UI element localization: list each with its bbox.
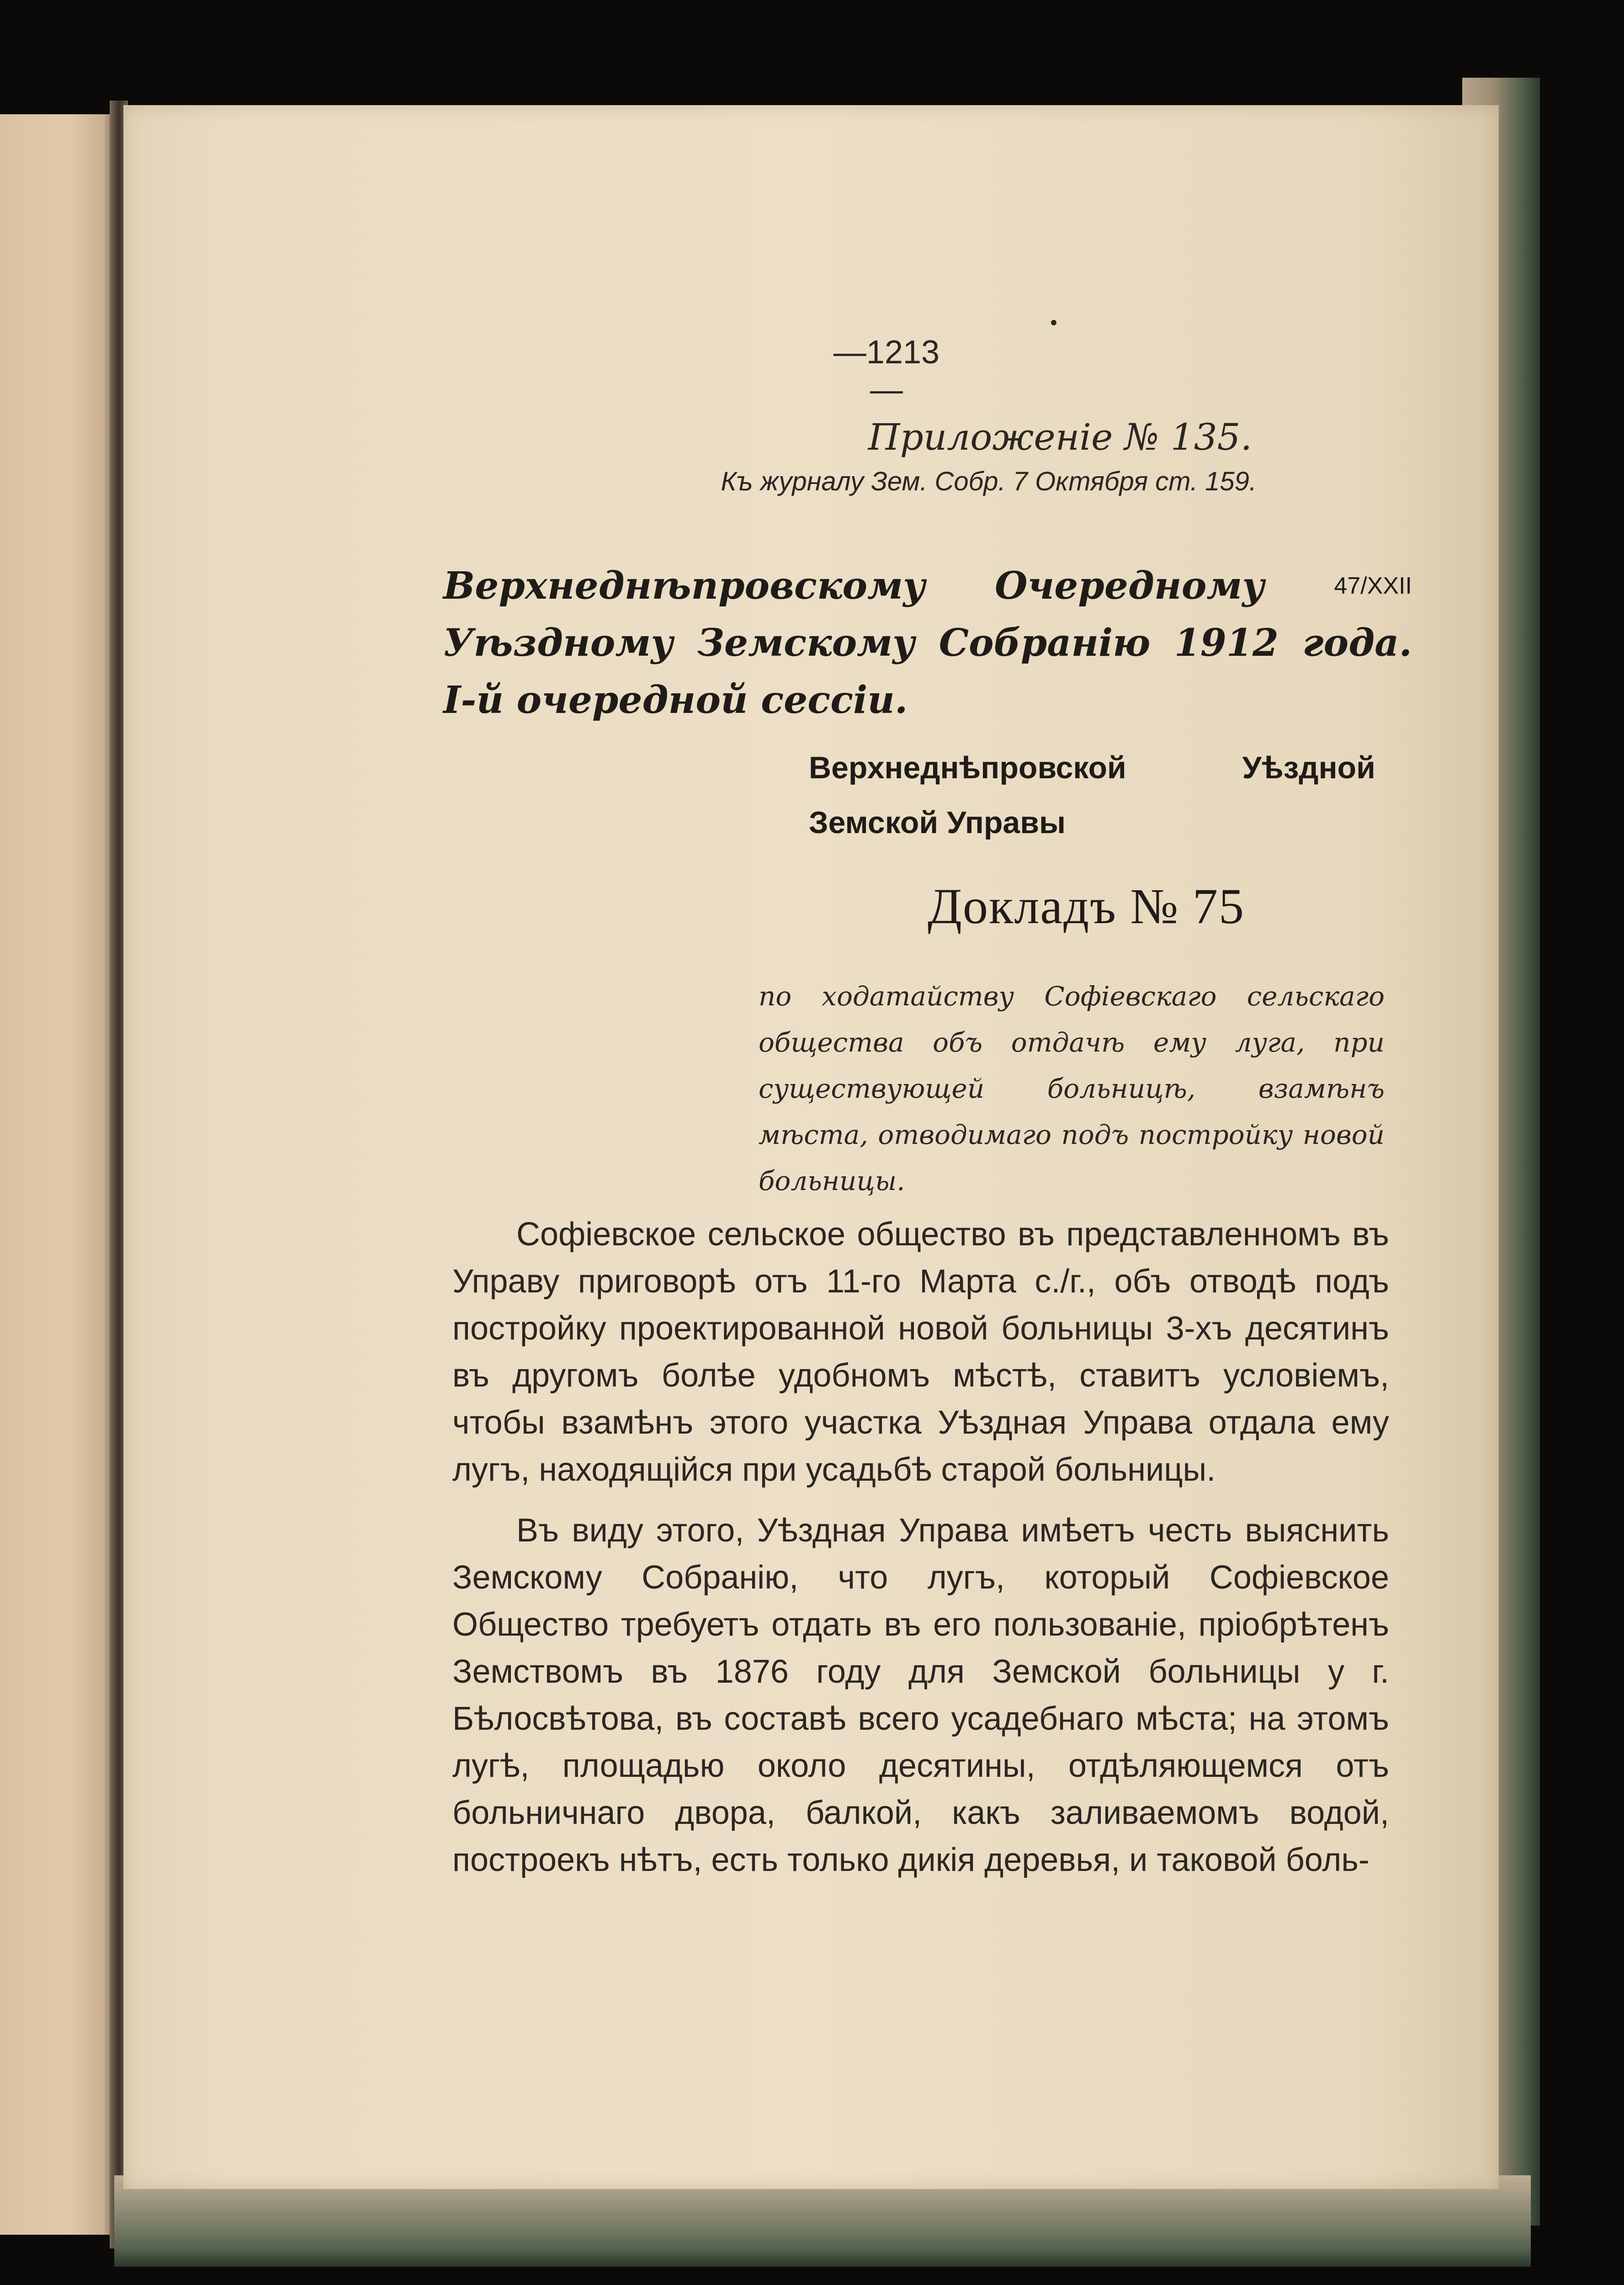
appendix-label: Приложенiе № 135. xyxy=(868,416,1252,458)
ink-dot xyxy=(1051,320,1056,325)
paragraph: Софiевское сельское общество въ представленномъ въ Управу приговорѣ отъ 11-го Марта с./г., объ отводѣ подъ постройку проектированной новой больницы 3-хъ десятинъ въ другомъ болѣе удобномъ мѣстѣ, ставитъ условiемъ, чтобы взамѣнъ этого участка Уѣздная Управа отдала ему лугъ, находящiйся при усадьбѣ старой больницы. xyxy=(452,1216,1389,1488)
book-cover-bottom-edge xyxy=(114,2175,1531,2267)
addressee-heading xyxy=(443,558,1412,729)
report-subject: по ходатайству Софiевскаго сельскаго общества объ отдачѣ ему луга, при существующей больницѣ, взамѣнъ мѣста, отводимаго подъ постройку новой больницы. xyxy=(759,981,1385,1196)
report-title: Докладъ № 75 xyxy=(928,878,1245,934)
document-page xyxy=(123,105,1499,2189)
addressee-line-1: Верхнеднѣпровскому Очередному xyxy=(443,564,1265,608)
journal-reference: Къ журналу Зем. Собр. 7 Октября ст. 159. xyxy=(721,467,1257,496)
left-facing-page xyxy=(0,114,114,2235)
paragraph: Въ виду этого, Уѣздная Управа имѣетъ честь выяснить Земскому Собранiю, что лугъ, который Софiевское Общество требуетъ отдать въ его пользованiе, прiобрѣтенъ Земствомъ въ 1876 году для Земской больницы у г. Бѣлосвѣтова, въ составѣ всего усадебнаго мѣста; на этомъ лугѣ, площадью около десятины, отдѣляющемся отъ больничнаго двора, балкой, какъ заливаемомъ водой, построекъ нѣтъ, есть только дикiя деревья, и таковой боль- xyxy=(452,1512,1389,1878)
addressee-line-2: Уѣздному Земскому Собранiю 1912 года. I-й очередной сессiи. xyxy=(443,621,1412,722)
registry-fraction: 47/XXII xyxy=(1334,573,1412,599)
body-text xyxy=(452,1211,1389,1897)
page-number: —1213— xyxy=(833,334,940,408)
sender-heading: Верхнеднѣпровской Уѣздной Земской Управы xyxy=(809,750,1375,840)
